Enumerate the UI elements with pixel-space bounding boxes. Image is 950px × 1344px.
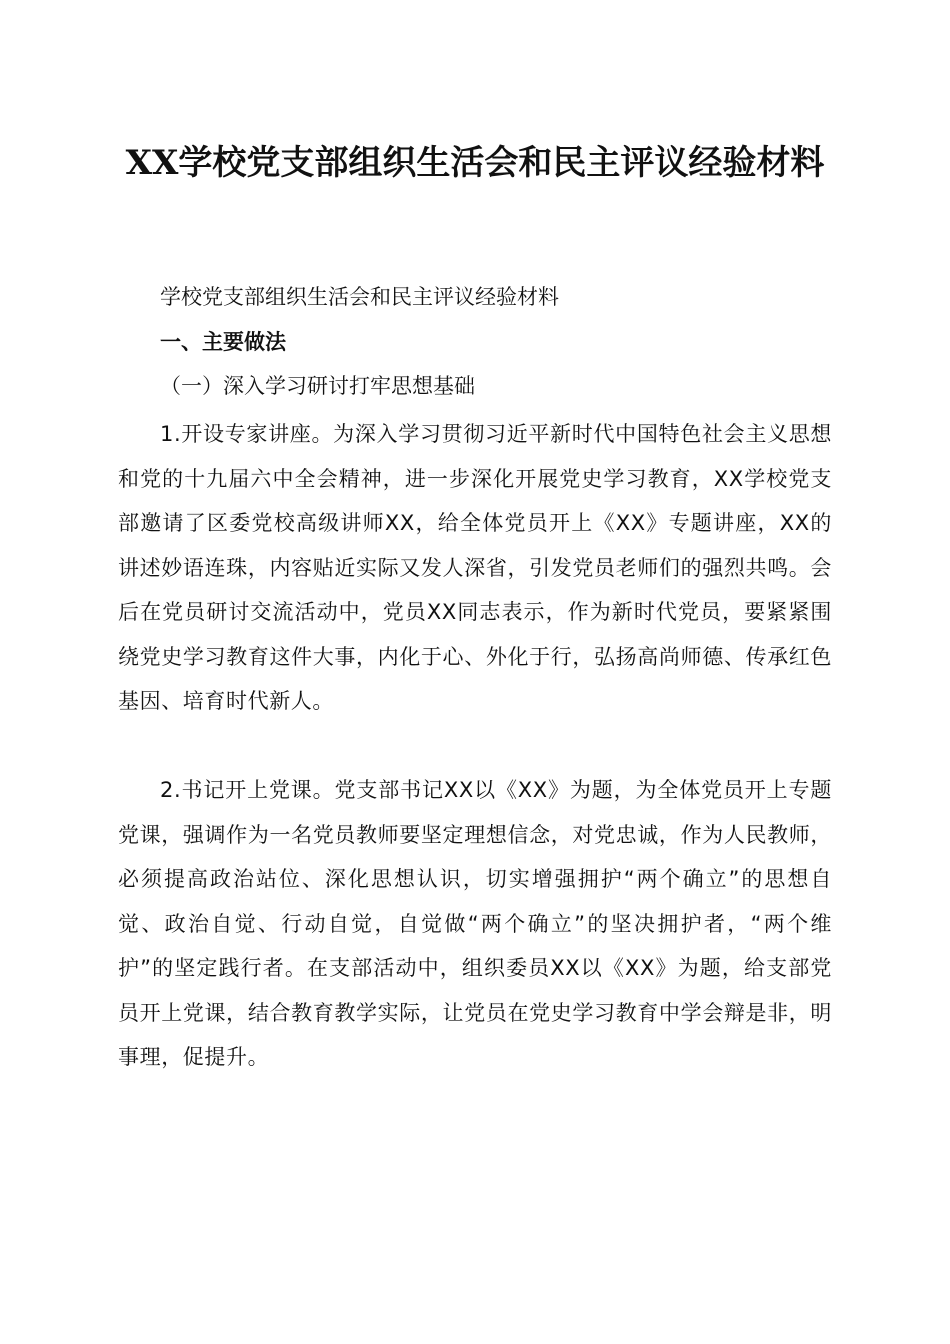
document-subtitle: 学校党支部组织生活会和民主评议经验材料 [160,285,559,309]
paragraph-expert-lecture: 1.开设专家讲座。为深入学习贯彻习近平新时代中国特色社会主义思想和党的十九届六中全会精神，进一步深化开展党史学习教育，XX学校党支部邀请了区委党校高级讲师XX，给全体党员开上《XX》专题讲座，XX的讲述妙语连珠，内容贴近实际又发人深省，引发党员老师们的强烈共鸣。会后在党员研讨交流活动中，党员XX同志表示，作为新时代党员，要紧紧围绕党史学习教育这件大事，内化于心、外化于行，弘扬高尚师德、传承红色基因、培育时代新人。 [118,422,832,713]
section-heading: 一、主要做法 [160,330,286,354]
paragraph-party-lesson: 2.书记开上党课。党支部书记XX以《XX》为题，为全体党员开上专题党课，强调作为一名党员教师要坚定理想信念，对党忠诚，作为人民教师，必须提高政治站位、深化思想认识，切实增强拥护“两个确立”的思想自觉、政治自觉、行动自觉，自觉做“两个确立”的坚决拥护者，“两个维护”的坚定践行者。在支部活动中，组织委员XX以《XX》为题，给支部党员开上党课，结合教育教学实际，让党员在党史学习教育中学会辩是非，明事理，促提升。 [118,778,832,1069]
sub-heading: （一）深入学习研讨打牢思想基础 [160,374,475,398]
document-title: XX学校党支部组织生活会和民主评议经验材料 [125,143,825,183]
